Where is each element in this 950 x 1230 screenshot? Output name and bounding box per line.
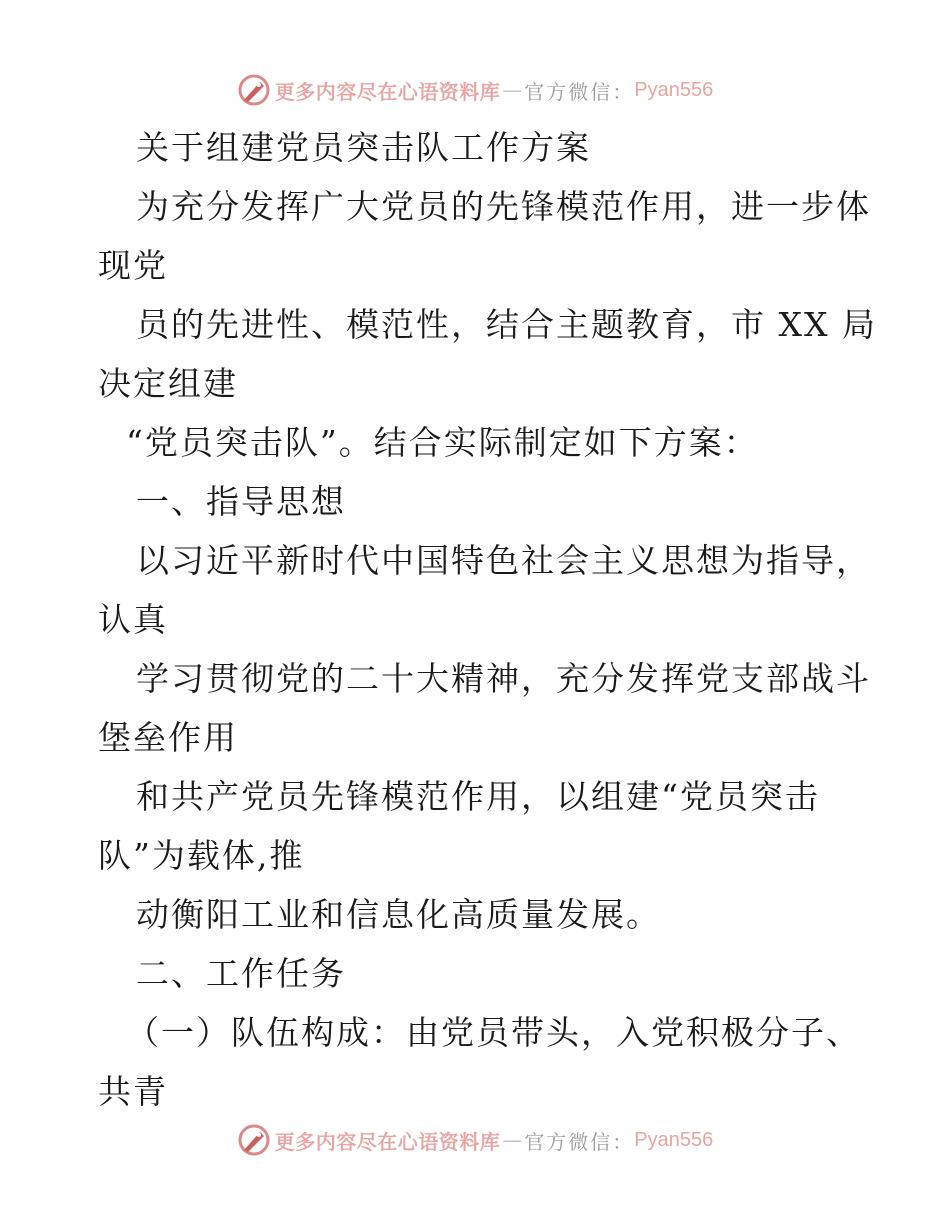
document-title: 关于组建党员突击队工作方案 bbox=[136, 128, 591, 167]
paragraph-line: 以习近平新时代中国特色社会主义思想为指导， bbox=[136, 541, 871, 580]
paragraph-line: 动衡阳工业和信息化高质量发展。 bbox=[136, 895, 661, 934]
watermark-banner-top bbox=[0, 70, 950, 110]
paragraph-line: 堡垒作用 bbox=[98, 718, 238, 757]
paragraph-line: 认真 bbox=[98, 600, 168, 639]
document-body bbox=[98, 118, 877, 1121]
watermark-text: 更多内容尽在心语资料库 bbox=[274, 79, 501, 104]
watermark-text: 更多内容尽在心语资料库 bbox=[274, 1129, 501, 1154]
watermark-wechat-label: 官方微信： bbox=[524, 79, 635, 104]
watermark-dash: — bbox=[502, 1128, 523, 1152]
watermark-dash: — bbox=[502, 78, 523, 102]
paragraph-line: 为充分发挥广大党员的先锋模范作用，进一步体 bbox=[136, 187, 871, 226]
pen-nib-logo-icon bbox=[237, 73, 271, 107]
section-heading: 一、指导思想 bbox=[136, 482, 346, 521]
paragraph-line: 决定组建 bbox=[98, 364, 238, 403]
paragraph-line: “党员突击队”。结合实际制定如下方案： bbox=[126, 423, 759, 462]
watermark-wechat-id: Pyan556 bbox=[634, 78, 714, 101]
paragraph-line: 共青 bbox=[98, 1072, 168, 1111]
watermark-wechat-label: 官方微信： bbox=[524, 1129, 635, 1154]
section-heading: 二、工作任务 bbox=[136, 954, 346, 993]
watermark-wechat-id: Pyan556 bbox=[634, 1128, 714, 1151]
pen-nib-logo-icon bbox=[237, 1123, 271, 1157]
paragraph-line: 和共产党员先锋模范作用，以组建“党员突击 bbox=[136, 777, 820, 816]
paragraph-line: 队”为载体,推 bbox=[98, 836, 305, 875]
paragraph-line: 学习贯彻党的二十大精神，充分发挥党支部战斗 bbox=[136, 659, 871, 698]
paragraph-line: （一）队伍构成：由党员带头，入党积极分子、 bbox=[126, 1013, 861, 1052]
paragraph-line: 员的先进性、模范性，结合主题教育，市 XX 局 bbox=[136, 305, 877, 344]
watermark-banner-bottom bbox=[0, 1120, 950, 1160]
paragraph-line: 现党 bbox=[98, 246, 168, 285]
